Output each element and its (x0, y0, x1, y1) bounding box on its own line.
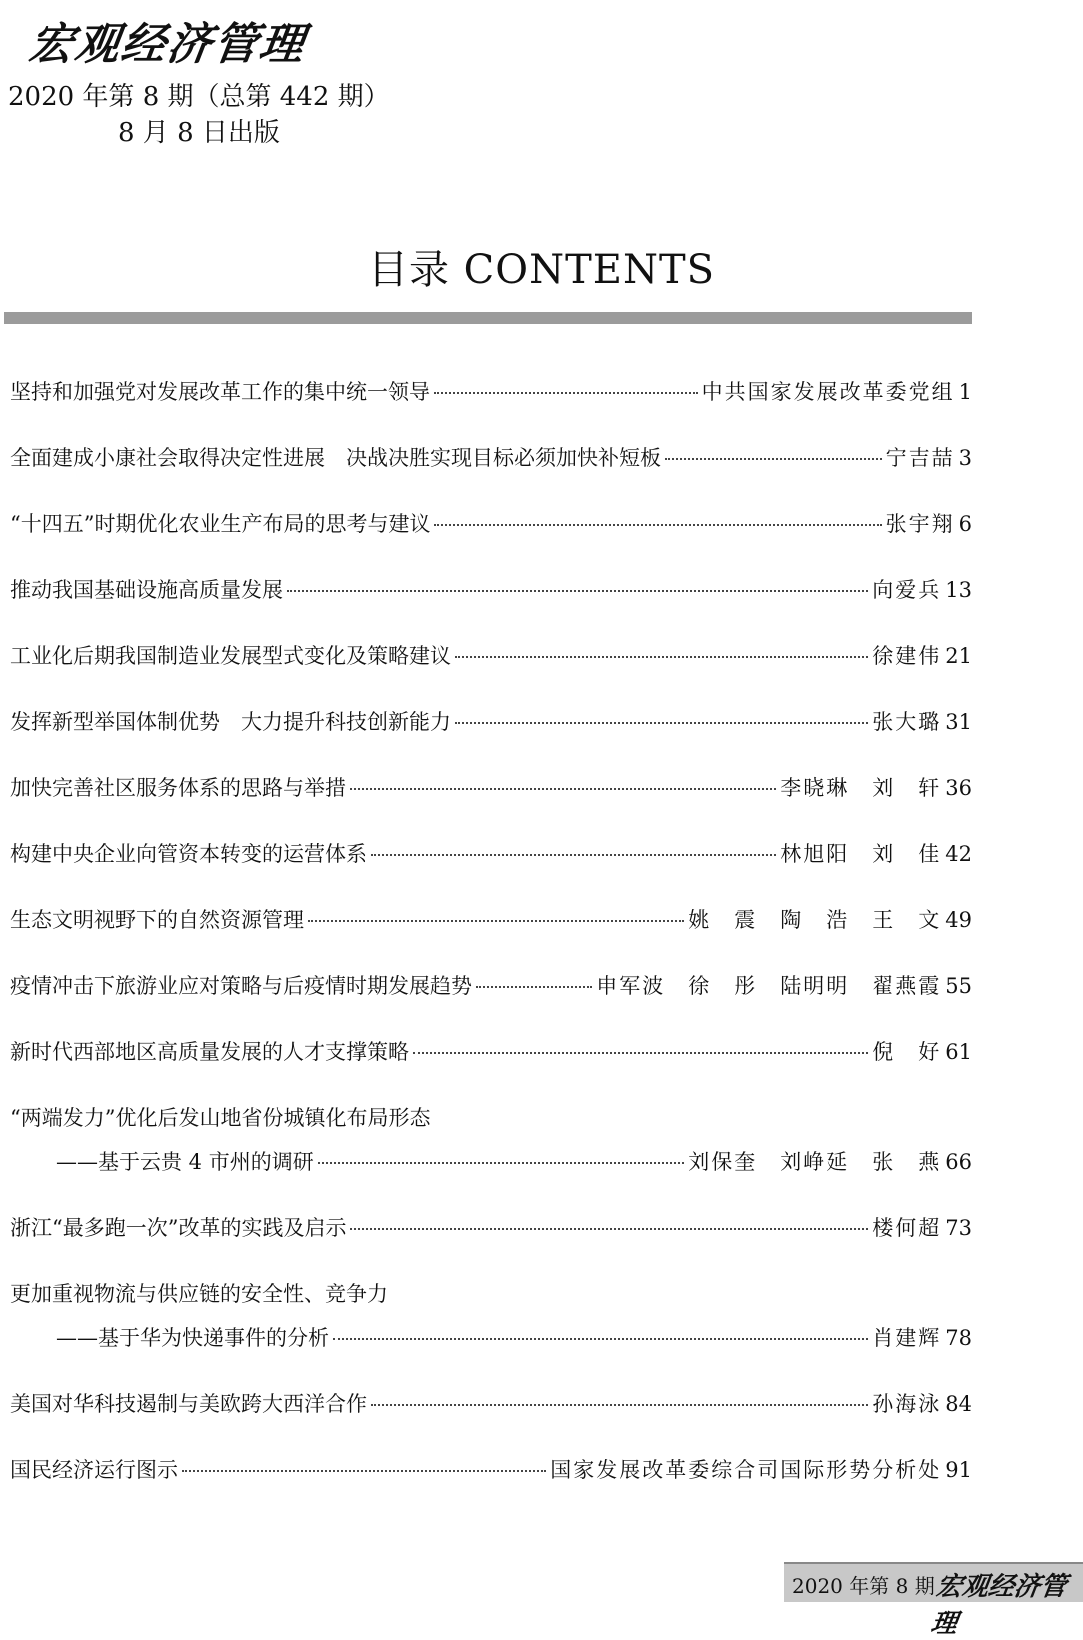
entry-author: 姚 震 陶 浩 王 文 (688, 908, 942, 932)
dot-leader (413, 1052, 868, 1054)
entry-page: 31 (945, 710, 972, 734)
dot-leader (665, 458, 882, 460)
entry-title: 生态文明视野下的自然资源管理 (10, 908, 304, 932)
footer-issue: 2020 年第 8 期 (792, 1574, 935, 1598)
dot-leader (455, 656, 868, 658)
entry-page: 13 (945, 578, 972, 602)
issue-line: 2020 年第 8 期（总第 442 期） (8, 82, 390, 112)
entry-title: 浙江“最多跑一次”改革的实践及启示 (10, 1216, 347, 1240)
entry-title: 疫情冲击下旅游业应对策略与后疫情时期发展趋势 (10, 974, 472, 998)
toc-entry[interactable] (10, 1454, 972, 1486)
entry-subtitle: ——基于云贵 4 市州的调研 (56, 1150, 314, 1174)
entry-title: 全面建成小康社会取得决定性进展 决战决胜实现目标必须加快补短板 (10, 446, 661, 470)
entry-page: 6 (958, 512, 972, 536)
entry-author: 孙海泳 (872, 1392, 942, 1416)
dot-leader (287, 590, 868, 592)
entry-title: 推动我国基础设施高质量发展 (10, 578, 283, 602)
dot-leader (476, 986, 592, 988)
entry-title: 加快完善社区服务体系的思路与举措 (10, 776, 346, 800)
dot-leader (318, 1162, 685, 1164)
toc-entry-with-subtitle[interactable] (10, 1278, 972, 1354)
toc-entry[interactable] (10, 772, 972, 804)
entry-author: 倪 好 (872, 1040, 942, 1064)
entry-author: 宁吉喆 (885, 446, 955, 470)
entry-author: 向爱兵 (872, 578, 942, 602)
entry-title: “十四五”时期优化农业生产布局的思考与建议 (10, 512, 431, 536)
toc-entry[interactable] (10, 1388, 972, 1420)
entry-page: 21 (945, 644, 972, 668)
toc-entry[interactable] (10, 442, 972, 474)
dot-leader (371, 1404, 868, 1406)
entry-title: 更加重视物流与供应链的安全性、竞争力 (10, 1282, 388, 1306)
dot-leader (350, 788, 776, 790)
entry-title: 坚持和加强党对发展改革工作的集中统一领导 (10, 380, 430, 404)
toc-entry[interactable] (10, 640, 972, 672)
entry-author: 张大璐 (872, 710, 942, 734)
footer-band (784, 1562, 1083, 1639)
entry-author: 张宇翔 (885, 512, 955, 536)
toc-entry[interactable] (10, 838, 972, 870)
entry-page: 49 (945, 908, 972, 932)
dot-leader (434, 524, 881, 526)
dot-leader (308, 920, 684, 922)
toc-entry[interactable] (10, 904, 972, 936)
entry-author: 肖建辉 (872, 1326, 942, 1350)
toc-entry[interactable] (10, 970, 972, 1002)
dot-leader (434, 392, 698, 394)
dot-leader (455, 722, 868, 724)
entry-subtitle-line (10, 1322, 972, 1354)
entry-page: 55 (945, 974, 972, 998)
entry-title: “两端发力”优化后发山地省份城镇化布局形态 (10, 1106, 431, 1130)
entry-title: 构建中央企业向管资本转变的运营体系 (10, 842, 367, 866)
entry-author: 林旭阳 刘 佳 (780, 842, 942, 866)
entry-page: 84 (945, 1392, 972, 1416)
toc-entry[interactable] (10, 1212, 972, 1244)
entry-title: 国民经济运行图示 (10, 1458, 178, 1482)
journal-logo: 宏观经济管理 (25, 19, 309, 70)
title-rule (4, 312, 972, 324)
entry-title: 美国对华科技遏制与美欧跨大西洋合作 (10, 1392, 367, 1416)
publish-date: 8 月 8 日出版 (118, 118, 280, 148)
entry-title: 发挥新型举国体制优势 大力提升科技创新能力 (10, 710, 451, 734)
entry-author: 申军波 徐 彤 陆明明 翟燕霞 (596, 974, 942, 998)
toc-entry[interactable] (10, 574, 972, 606)
entry-author: 李晓琳 刘 轩 (780, 776, 942, 800)
toc-entry[interactable] (10, 1036, 972, 1068)
entry-page: 36 (945, 776, 972, 800)
entry-author: 刘保奎 刘峥延 张 燕 (688, 1150, 942, 1174)
entry-author: 国家发展改革委综合司国际形势分析处 (550, 1458, 942, 1482)
toc-entry[interactable] (10, 706, 972, 738)
toc-entry[interactable] (10, 376, 972, 408)
entry-page: 91 (945, 1458, 972, 1482)
toc-entry[interactable] (10, 508, 972, 540)
entry-page: 61 (945, 1040, 972, 1064)
dot-leader (371, 854, 776, 856)
dot-leader (333, 1338, 868, 1340)
dot-leader (182, 1470, 546, 1472)
toc-title: 目录 CONTENTS (367, 247, 716, 293)
entry-page: 1 (958, 380, 972, 404)
entry-title: 新时代西部地区高质量发展的人才支撑策略 (10, 1040, 409, 1064)
table-of-contents (10, 376, 972, 1520)
entry-page: 42 (945, 842, 972, 866)
entry-author: 徐建伟 (872, 644, 942, 668)
entry-page: 3 (958, 446, 972, 470)
toc-entry-with-subtitle[interactable] (10, 1102, 972, 1178)
dot-leader (350, 1228, 868, 1230)
entry-page: 66 (945, 1150, 972, 1174)
footer-journal-logo: 宏观经济管理 (928, 1572, 1069, 1639)
entry-title: 工业化后期我国制造业发展型式变化及策略建议 (10, 644, 451, 668)
entry-author: 中共国家发展改革委党组 (701, 380, 955, 404)
entry-page: 73 (945, 1216, 972, 1240)
entry-subtitle: ——基于华为快递事件的分析 (56, 1326, 329, 1350)
entry-page: 78 (945, 1326, 972, 1350)
entry-author: 楼何超 (872, 1216, 942, 1240)
entry-subtitle-line (10, 1146, 972, 1178)
